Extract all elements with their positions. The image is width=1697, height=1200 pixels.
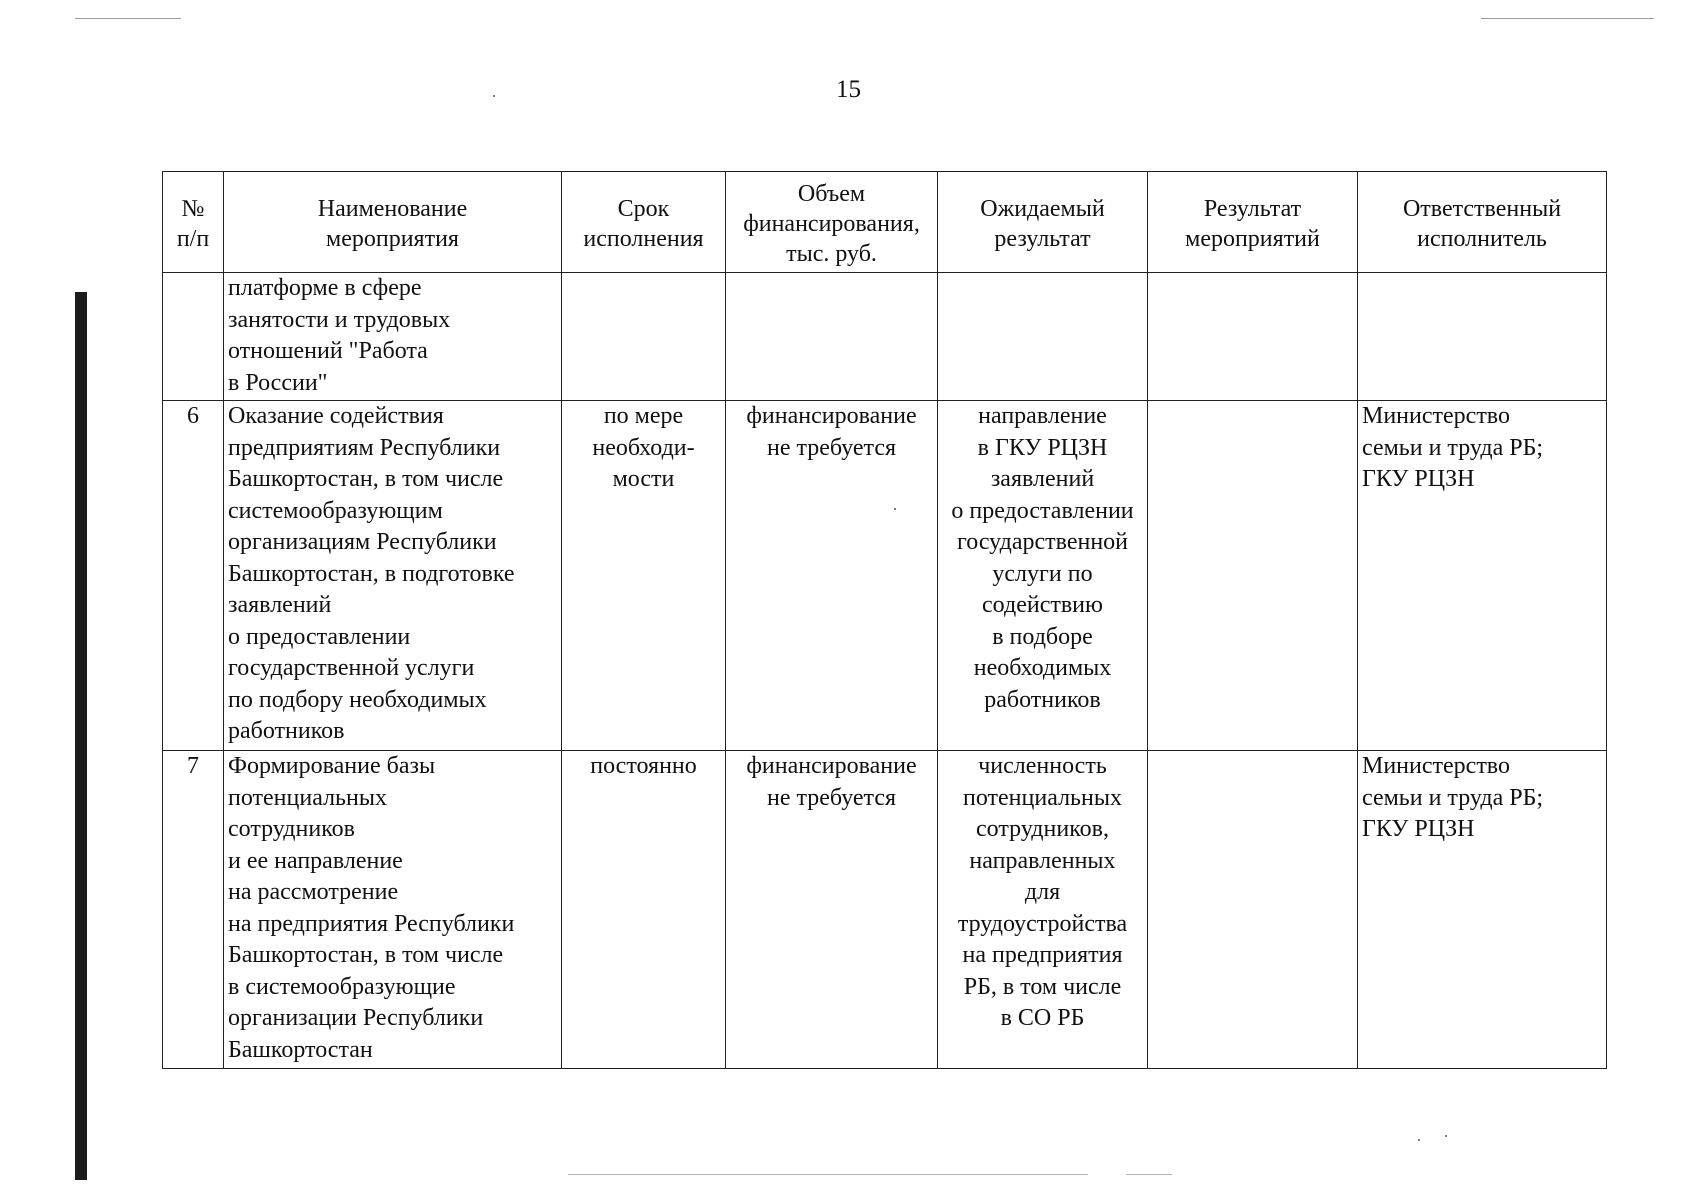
row-responsible: Министерство семьи и труда РБ; ГКУ РЦЗН <box>1358 751 1607 1069</box>
measures-table <box>162 171 1607 1069</box>
table-row <box>163 401 1607 751</box>
row-expected-result: направление в ГКУ РЦЗН заявлений о предоставлении государственной услуги по содействию в подборе необходимых работников <box>938 401 1148 751</box>
table-row <box>163 273 1607 401</box>
row-number: 7 <box>163 751 224 1069</box>
page-number: 15 <box>836 76 861 103</box>
scan-edge-top-left <box>75 18 181 19</box>
header-deadline: Срок исполнения <box>562 172 726 273</box>
row-deadline: постоянно <box>562 751 726 1069</box>
row-expected-result: численность потенциальных сотрудников, направленных для трудоустройства на предприятия РБ, в том числе в СО РБ <box>938 751 1148 1069</box>
scan-speck <box>1418 1139 1420 1141</box>
header-funding: Объем финансирования, тыс. руб. <box>726 172 938 273</box>
header-number: № п/п <box>163 172 224 273</box>
header-measure-name: Наименование мероприятия <box>224 172 562 273</box>
scan-edge-bottom-right <box>1126 1174 1172 1175</box>
header-measure-result: Результат мероприятий <box>1148 172 1358 273</box>
row-expected-result <box>938 273 1148 401</box>
row-funding <box>726 273 938 401</box>
row-measure-result <box>1148 273 1358 401</box>
row-funding: финансирование не требуется <box>726 401 938 751</box>
row-deadline: по мере необходи- мости <box>562 401 726 751</box>
row-responsible: Министерство семьи и труда РБ; ГКУ РЦЗН <box>1358 401 1607 751</box>
scan-binding-shadow <box>75 292 87 1180</box>
row-measure-result <box>1148 751 1358 1069</box>
row-responsible <box>1358 273 1607 401</box>
header-expected-result: Ожидаемый результат <box>938 172 1148 273</box>
row-measure-result <box>1148 401 1358 751</box>
scan-edge-bottom <box>568 1174 1088 1175</box>
row-measure-name: Оказание содействия предприятиям Республики Башкортостан, в том числе системообразующим организациям Республики Башкортостан, в подготовке заявлений о предоставлении государственной услуги по подбору необходимых работников <box>224 401 562 751</box>
table-row <box>163 751 1607 1069</box>
row-funding: финансирование не требуется <box>726 751 938 1069</box>
scan-speck <box>1445 1135 1447 1137</box>
row-number <box>163 273 224 401</box>
row-deadline <box>562 273 726 401</box>
header-responsible: Ответственный исполнитель <box>1358 172 1607 273</box>
row-measure-name: Формирование базы потенциальных сотрудников и ее направление на рассмотрение на предприятия Республики Башкортостан, в том числе в системообразующие организации Республики Башкортостан <box>224 751 562 1069</box>
table-header-row <box>163 172 1607 273</box>
row-number: 6 <box>163 401 224 751</box>
row-measure-name: платформе в сфере занятости и трудовых отношений "Работа в России" <box>224 273 562 401</box>
scan-edge-top-right <box>1481 18 1654 19</box>
